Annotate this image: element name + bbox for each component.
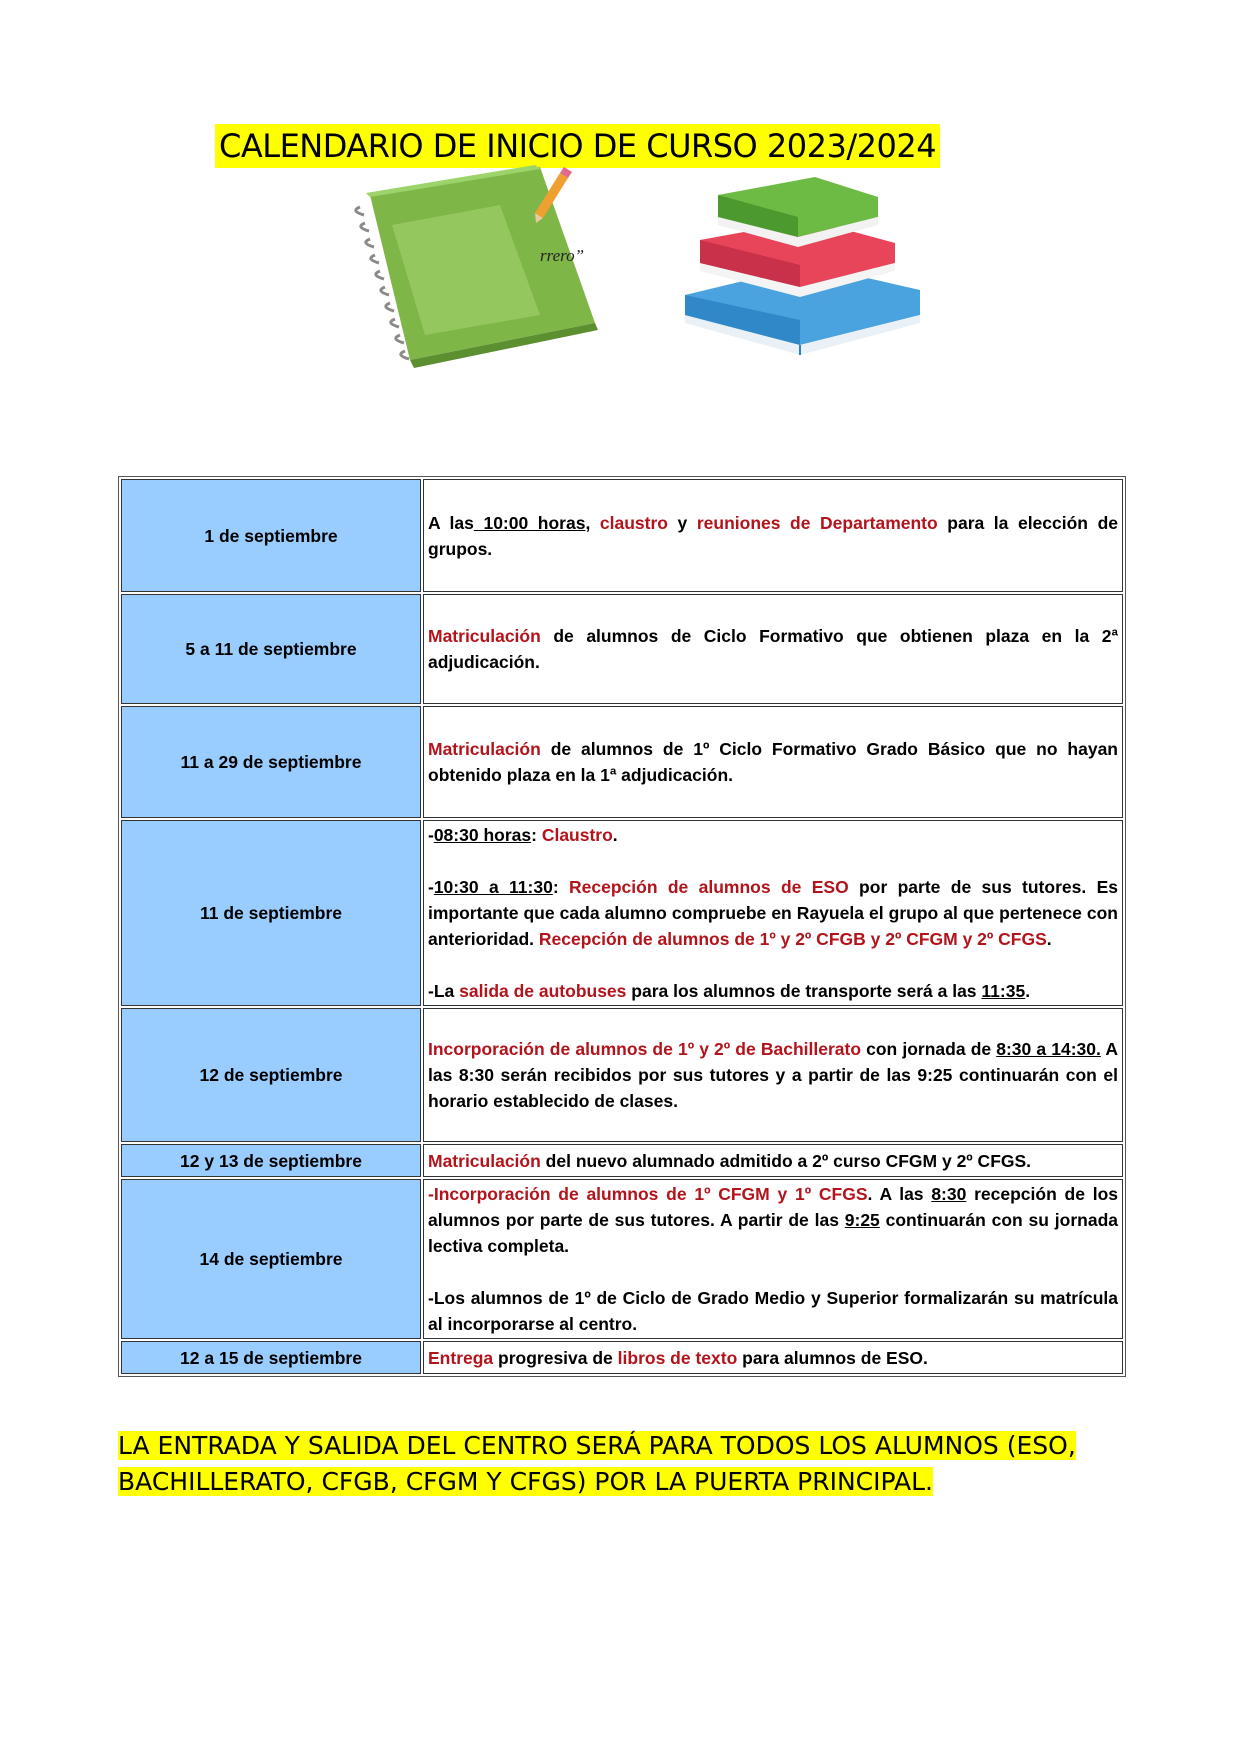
description-cell: [423, 1179, 1123, 1339]
notebook-caption: rrero”: [540, 246, 585, 265]
date-cell: 11 de septiembre: [121, 820, 421, 1006]
description-cell: Matriculación de alumnos de 1º Ciclo Formativo Grado Básico que no hayan obtenido plaza en la 1ª adjudicación.: [423, 706, 1123, 818]
table-row: [121, 706, 1123, 818]
date-cell: 12 y 13 de septiembre: [121, 1144, 421, 1177]
table-row: [121, 1179, 1123, 1339]
entrance-notice: [118, 1428, 1128, 1500]
paragraph: -Los alumnos de 1º de Ciclo de Grado Medio y Superior formalizarán su matrícula al incorporarse al centro.: [428, 1288, 1118, 1334]
notice-text: LA ENTRADA Y SALIDA DEL CENTRO SERÁ PARA TODOS LOS ALUMNOS (ESO, BACHILLERATO, CFGB, CFGM Y CFGS) POR LA PUERTA PRINCIPAL.: [118, 1431, 1076, 1496]
paragraph: -Incorporación de alumnos de 1º CFGM y 1º CFGS. A las 8:30 recepción de los alumnos por parte de sus tutores. A partir de las 9:25 continuarán con su jornada lectiva completa.: [428, 1184, 1118, 1256]
date-cell: 14 de septiembre: [121, 1179, 421, 1339]
date-cell: 11 a 29 de septiembre: [121, 706, 421, 818]
calendar-table: [118, 476, 1126, 1377]
table-row: [121, 479, 1123, 592]
description-cell: [423, 820, 1123, 1006]
notebook-and-books-illustration: [330, 165, 930, 405]
notebook-icon: [356, 165, 598, 368]
description-cell: Matriculación del nuevo alumnado admitido a 2º curso CFGM y 2º CFGS.: [423, 1144, 1123, 1177]
table-row: [121, 820, 1123, 1006]
description-cell: Matriculación de alumnos de Ciclo Formativo que obtienen plaza en la 2ª adjudicación.: [423, 594, 1123, 704]
table-row: [121, 1008, 1123, 1142]
description-cell: Entrega progresiva de libros de texto para alumnos de ESO.: [423, 1341, 1123, 1374]
table-row: [121, 1144, 1123, 1177]
description-cell: A las 10:00 horas, claustro y reuniones de Departamento para la elección de grupos.: [423, 479, 1123, 592]
paragraph: -08:30 horas: Claustro.: [428, 825, 618, 845]
paragraph: -La salida de autobuses para los alumnos de transporte será a las 11:35.: [428, 981, 1031, 1001]
date-cell: 12 a 15 de septiembre: [121, 1341, 421, 1374]
paragraph: -10:30 a 11:30: Recepción de alumnos de ESO por parte de sus tutores. Es importante que cada alumno compruebe en Rayuela el grupo al que pertenece con anterioridad. Recepción de alumnos de 1º y 2º CFGB y 2º CFGM y 2º CFGS.: [428, 877, 1118, 949]
table-row: [121, 594, 1123, 704]
date-cell: 1 de septiembre: [121, 479, 421, 592]
books-icon: [685, 177, 920, 355]
page-title: CALENDARIO DE INICIO DE CURSO 2023/2024: [215, 124, 940, 168]
description-cell: Incorporación de alumnos de 1º y 2º de Bachillerato con jornada de 8:30 a 14:30. A las 8:30 serán recibidos por sus tutores y a partir de las 9:25 continuarán con el horario establecido de clases.: [423, 1008, 1123, 1142]
table-row: [121, 1341, 1123, 1374]
date-cell: 5 a 11 de septiembre: [121, 594, 421, 704]
date-cell: 12 de septiembre: [121, 1008, 421, 1142]
